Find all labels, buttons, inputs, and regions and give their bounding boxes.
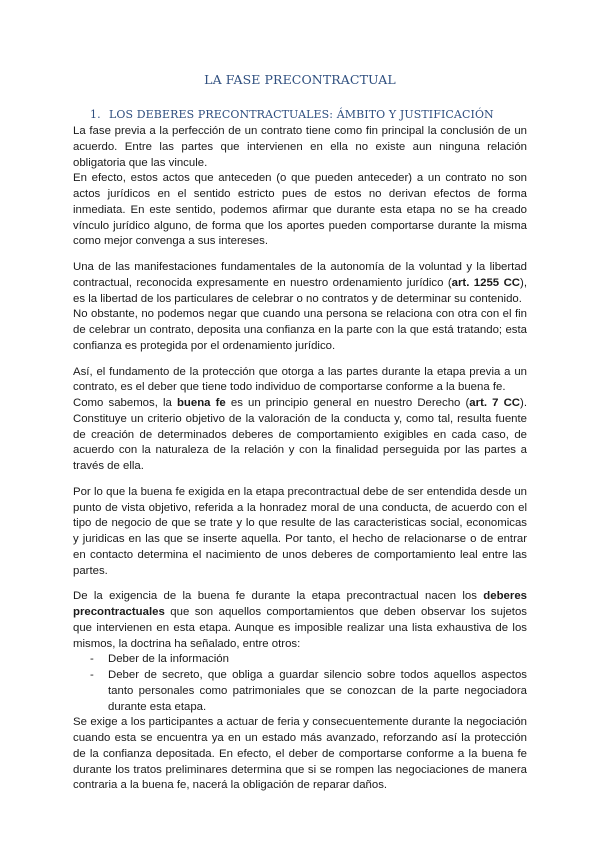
paragraph-2: En efecto, estos actos que anteceden (o que pueden anteceder) a un contrato no son actos jurídicos en el sentido estricto pues de estos no derivan efectos de forma inmediata. En este sentido, podemos afirmar que durante esta etapa no se ha creado vínculo jurídico alguno, de forma que los aportes pueden comportarse durante la misma como mejor convenga a sus intereses. — [73, 172, 527, 248]
list-item — [73, 652, 527, 668]
paragraph-6-text-c: ). Constituye un criterio objetivo de la valoración de la conducta y, como tal, resulta fuente de creación de determinados deberes de comportamiento exigibles en cada caso, de acuerdo con la naturaleza de la relación y con la finalidad perseguida por las partes a través de ella. — [73, 397, 528, 472]
section-title: LOS DEBERES PRECONTRACTUALES: ÁMBITO Y JUSTIFICACIÓN — [109, 108, 494, 121]
bullet-dash: - — [90, 669, 94, 681]
article-reference-7: art. 7 CC — [469, 397, 521, 409]
paragraph-3-text-a: Una de las manifestaciones fundamentales de la autonomía de la voluntad y la libertad contractual, reconocida expresamente en nuestro ordenamiento jurídico ( — [73, 261, 527, 289]
section-number: 1. — [90, 108, 101, 121]
paragraph-3 — [73, 260, 527, 307]
paragraph-6 — [73, 396, 527, 475]
paragraph-8-text-b: que son aquellos comportamientos que deben observar los sujetos que intervienen en esta etapa. Aunque es imposible realizar una lista exhaustiva de los mismos, la doctrina ha señalado, entre otros: — [73, 606, 527, 650]
document-title: LA FASE PRECONTRACTUAL — [204, 72, 396, 87]
duties-list — [73, 652, 527, 715]
paragraph-9: Se exige a los participantes a actuar de feria y consecuentemente durante la negociación cuando esta se encuentra ya en un estado más avanzado, reforzando así la protección de la confianza depositada. En efecto, el deber de comportarse conforme a la buena fe durante los tratos preliminares determina que si se rompen las negociaciones de manera contraria a la buena fe, nacerá la obligación de reparar daños. — [73, 716, 527, 792]
deberes-precontractuales-term: deberes precontractuales — [73, 590, 527, 618]
list-item-text: Deber de la información — [108, 653, 229, 666]
bullet-dash: - — [90, 653, 94, 666]
paragraph-7: Por lo que la buena fe exigida en la etapa precontractual debe de ser entendida desde un punto de vista objetivo, referida a la honradez moral de una conducta, de acuerdo con el tipo de negocio de que se trate y lo que resulte de las caracteristicas social, economicas y juridicas en las que se inserte aquella. Por tanto, el hecho de relacionarse o de entrar en contacto determina el nacimiento de unos deberes de comportamiento leal entre las partes. — [73, 485, 527, 577]
paragraph-6-text-b: es un principio general en nuestro Derecho ( — [225, 397, 470, 409]
paragraph-5: Así, el fundamento de la protección que otorga a las partes durante la etapa previa a un contrato, es el deber que tiene todo individuo de comportarse conforme a la buena fe. — [73, 365, 527, 394]
paragraph-4: No obstante, no podemos negar que cuando una persona se relaciona con otra con el fin de celebrar un contrato, deposita una confianza en la parte con la que está tratando; esta confianza es protegida por el ordenamiento jurídico. — [73, 308, 527, 352]
buena-fe-term: buena fe — [176, 397, 226, 409]
list-item-text: Deber de secreto, que obliga a guardar silencio sobre todos aquellos aspectos tanto personales como patrimoniales que se conozcan de la parte negociadora durante esta etapa. — [108, 669, 527, 713]
paragraph-8 — [73, 589, 527, 652]
paragraph-8-text-a: De la exigencia de la buena fe durante la etapa precontractual nacen los — [73, 590, 484, 603]
paragraph-6-text-a: Como sabemos, la — [73, 397, 177, 409]
article-reference-1255: art. 1255 CC — [451, 276, 521, 289]
document-body — [73, 124, 527, 794]
paragraph-3-text-b: ), es la libertad de los particulares de celebrar o no contratos y de determinar su contenido. — [73, 276, 527, 305]
section-heading — [90, 108, 494, 121]
paragraph-1: La fase previa a la perfección de un contrato tiene como fin principal la conclusión de un acuerdo. Entre las partes que intervienen en ella no existe aun ninguna relación obligatoria que las vincule. — [73, 125, 527, 169]
list-item — [73, 668, 527, 715]
